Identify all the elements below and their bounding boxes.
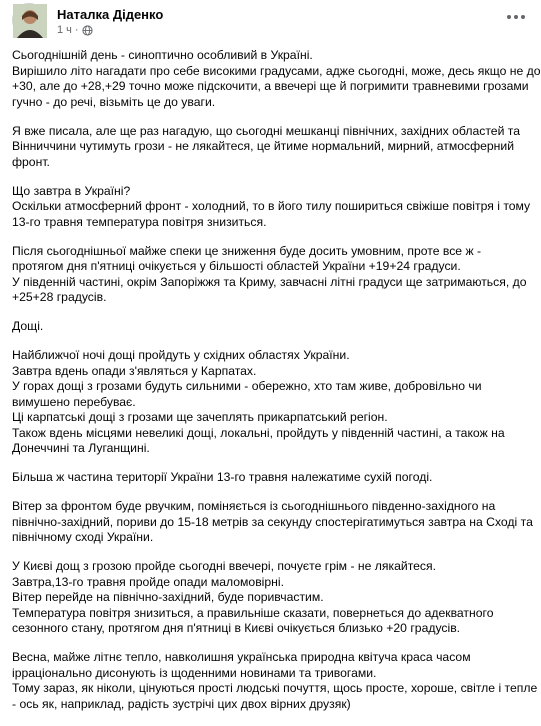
author-name[interactable]: Наталка Діденко xyxy=(57,7,164,22)
globe-icon xyxy=(82,25,93,36)
post-text-line: Більша ж частина території України 13-го травня належатиме сухій погоді. xyxy=(12,470,433,484)
post-text-line: Вінниччини чутимуть грози - не лякайтеся, це йтиме нормальний, мирний, атмосферний xyxy=(12,139,514,153)
post-text-line: вимушено перебуває. xyxy=(12,394,136,409)
post-text-line: Сьогоднішній день - синоптично особливий в Україні. xyxy=(12,48,313,62)
post-text-line: Весна, майже літнє тепло, навколишня українська природна квітуча краса часом xyxy=(12,650,471,664)
post-text-line: +25+28 градусів. xyxy=(12,290,107,304)
post-text-line: Після сьогоднішньої майже спеки це зниження буде досить умовним, проте все ж - xyxy=(12,243,482,258)
post-text-line: У Києві дощ з грозою пройде сьогодні ввечері, почуєте грім - не лякайтеся. xyxy=(12,559,436,573)
post-text-line: Що завтра в Україні? xyxy=(12,183,131,198)
post-text-line: Завтра,13-го травня пройде опади маломовірні. xyxy=(12,574,284,589)
post-text-line: Вітер за фронтом буде рвучким, поміняється із сьогоднішнього південно-західного на xyxy=(12,499,496,513)
post-text-line: Оскільки атмосферний фронт - холодний, то в його тилу пошириться свіжіше повітря і тому xyxy=(12,199,531,213)
post-text-line: У південній частині, окрім Запоріжжя та Криму, завчасні літні градуси ще затримаються, до xyxy=(12,274,527,289)
post-text-line: +30, але до +28,+29 точно може підскочити, а ввечері ще й погримити травневими грозами xyxy=(12,79,529,93)
post-text-line: Дощі. xyxy=(12,319,44,333)
post-paragraph xyxy=(12,650,538,712)
post-text-line: північному сході України. xyxy=(12,530,154,544)
post-paragraph xyxy=(12,48,541,110)
post-meta: 1 ч · xyxy=(57,24,93,36)
post-text-line: протягом дня п'ятниці очікується у більшості областей України +19+24 градуси. xyxy=(12,259,461,273)
avatar[interactable] xyxy=(12,3,46,37)
post-time[interactable]: 1 ч xyxy=(57,24,72,36)
post-text-line: Ці карпатські дощі з грозами ще зачеплять прикарпатський регіон. xyxy=(12,410,388,424)
post-text-line: Вітер перейде на північно-західний, буде поривчастим. xyxy=(12,590,324,604)
post-paragraph xyxy=(12,499,533,546)
post-text-line: Я вже писала, але ще раз нагадую, що сьогодні мешканці північних, західних областей та xyxy=(12,123,520,138)
post-text-line: фронт. xyxy=(12,154,50,169)
more-options-icon[interactable] xyxy=(505,9,527,25)
post-text-line: Найближчої ночі дощі пройдуть у східних областях України. xyxy=(12,348,350,362)
post-paragraph xyxy=(12,319,527,335)
post-header xyxy=(12,3,527,37)
post-paragraph xyxy=(12,244,527,306)
post-text-line: 13-го травня температура повітря знизиться. xyxy=(12,214,267,229)
post-text-line: ірраціонально дисонують із щоденними новинами та тривогами. xyxy=(12,665,377,680)
post-text-line: Також вдень місцями невеликі дощі, локальні, пройдуть у південній частині, а також на xyxy=(12,425,505,440)
post-text-line: Тому зараз, як ніколи, цінуються прості людські почуття, щось просте, хороше, світле і тепле xyxy=(12,681,538,695)
post-text-line: сезонного стану, протягом дня п'ятниці в Києві очікується близько +20 градусів. xyxy=(12,621,461,635)
post-text-line: гучно - до речі, візьміть це до уваги. xyxy=(12,94,216,109)
post-body xyxy=(12,48,541,726)
post-paragraph xyxy=(12,124,527,171)
post-paragraph xyxy=(12,559,527,637)
post-paragraph xyxy=(12,348,527,457)
post-paragraph xyxy=(12,470,527,486)
post-text-line: Вирішило літо нагадати про себе високими градусами, адже сьогодні, може, десь якщо не до xyxy=(12,63,541,78)
post-text-line: Температура повітря знизиться, а правильніше сказати, повернеться до адекватного xyxy=(12,605,494,620)
post-text-line: Донеччині та Луганщині. xyxy=(12,441,150,455)
post-text-line: північно-західний, пориви до 15-18 метрів за секунду спостерігатимуться завтра на Сході та xyxy=(12,514,533,529)
post-text-line: У горах дощі з грозами будуть сильними - обережно, хто там живе, добровільно чи xyxy=(12,379,482,393)
avatar-image xyxy=(13,4,47,38)
post-text-line: - ось як, наприклад, радість зустрічі цих двох вірних друзяк) xyxy=(12,696,351,711)
post-text-line: Завтра вдень опади з'являться у Карпатах. xyxy=(12,363,257,378)
post-paragraph xyxy=(12,183,531,231)
